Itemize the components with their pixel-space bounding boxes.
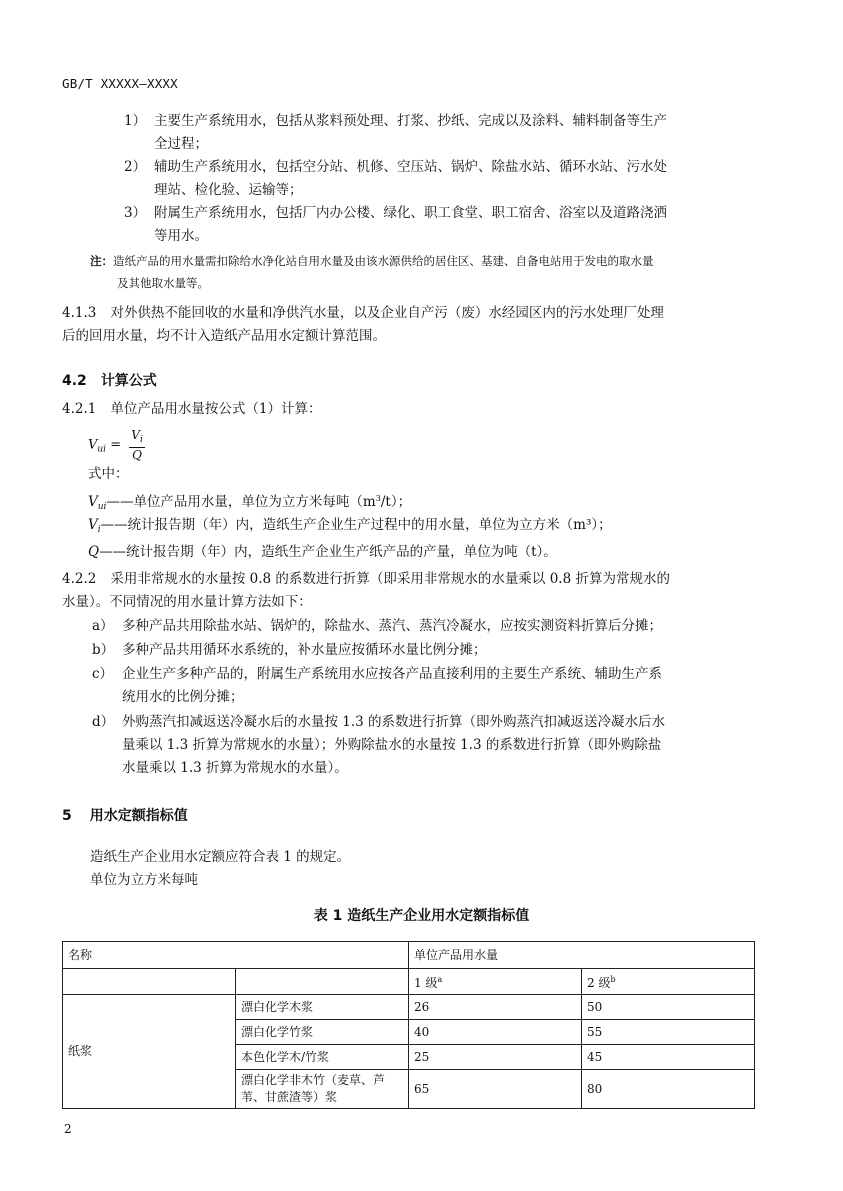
water-quota-table <box>62 941 755 1109</box>
note-label: 注： <box>90 254 113 268</box>
formula-fraction: $\frac{V_i}{Q}$ <box>131 428 143 462</box>
list-item: d） 外购蒸汽扣减返送冷凝水后的水量按 1.3 的系数进行折算（即外购蒸汽扣减返送冷凝水后水 量乘以 1.3 折算为常规水的水量）；外购除盐水的水量按 1.3 的系数进行折算（即外购除盐 水量乘以 1.3 折算为常规水的水量）。 <box>92 714 666 776</box>
table-cell: 55 <box>582 1020 755 1045</box>
footnote-mark: a <box>437 975 443 984</box>
table-header-cell: 名称 <box>63 942 409 969</box>
list-item: a） 多种产品共用除盐水站、锅炉的，除盐水、蒸汽、蒸汽冷凝水，应按实测资料折算后分摊； <box>92 618 662 634</box>
list-item: c） 企业生产多种产品的，附属生产系统用水应按各产品直接利用的主要生产系统、辅助生产系 统用水的比例分摊； <box>92 666 662 705</box>
table-header-cell: 1 级$^a$ <box>409 969 582 995</box>
table-cell: 25 <box>409 1045 582 1070</box>
table-cell: 80 <box>582 1070 755 1109</box>
list-item: 2） 辅助生产系统用水，包括空分站、机修、空压站、锅炉、除盐水站、循环水站、污水处 理站、检化验、运输等； <box>124 159 667 198</box>
table-cell: 漂白化学木浆 <box>236 995 409 1020</box>
table-row <box>63 995 755 1020</box>
table-header-cell: 2 级$^b$ <box>582 969 755 995</box>
clause-4-2-1: 4.2.1 单位产品用水量按公式（1）计算： <box>62 401 322 417</box>
symbol-definition: Q——统计报告期（年）内，造纸生产企业生产纸产品的产量，单位为吨（t）。 <box>88 544 557 560</box>
table-cell: 26 <box>409 995 582 1020</box>
unit-note: 单位为立方米每吨 <box>90 872 198 888</box>
clause-4-2-2: 4.2.2 采用非常规水的水量按 0.8 的系数进行折算（即采用非常规水的水量乘以 0.8 折算为常规水的 <box>62 571 670 587</box>
table-caption: 表 1 造纸生产企业用水定额指标值 <box>313 908 530 924</box>
clause-4-2-2-continuation: 水量）。不同情况的用水量计算方法如下： <box>62 594 312 610</box>
clause-4-1-3-continuation: 后的回用水量，均不计入造纸产品用水定额计算范围。 <box>62 328 386 344</box>
table-category-cell: 纸浆 <box>63 995 236 1109</box>
table-cell: 本色化学木/竹浆 <box>236 1045 409 1070</box>
table-cell: 漂白化学竹浆 <box>236 1020 409 1045</box>
table-cell: 40 <box>409 1020 582 1045</box>
table-header-cell: 单位产品用水量 <box>409 942 755 969</box>
where-label: 式中： <box>88 466 129 482</box>
table-header-row <box>63 942 755 969</box>
footnote-mark: b <box>610 975 616 984</box>
section-heading-5: 5 用水定额指标值 <box>62 808 188 824</box>
clause-4-1-3: 4.1.3 对外供热不能回收的水量和净供汽水量，以及企业自产污（废）水经园区内的污水处理厂处理 <box>62 305 664 321</box>
table-cell <box>63 969 236 995</box>
table-cell: 50 <box>582 995 755 1020</box>
list-item: 1） 主要生产系统用水，包括从浆料预处理、打浆、抄纸、完成以及涂料、辅料制备等生产 全过程； <box>124 113 667 152</box>
note-continuation: 及其他取水量等。 <box>117 276 209 290</box>
list-item: b） 多种产品共用循环水系统的，补水量应按循环水量比例分摊； <box>92 642 487 658</box>
formula-1: $V_{ui}$ = $\frac{V_i}{Q}$ <box>88 428 143 462</box>
page-number: 2 <box>64 1122 72 1136</box>
symbol-definition: $V_i——$统计报告期（年）内，造纸生产企业生产过程中的用水量，单位为立方米（m³）； <box>88 517 612 535</box>
table-cell: 45 <box>582 1045 755 1070</box>
table-cell: 漂白化学非木竹（麦草、芦苇、甘蔗渣等）浆 <box>236 1070 409 1109</box>
symbol-definition: $V_{ui}——$单位产品用水量，单位为立方米每吨$(m^3/t)$； <box>88 494 412 512</box>
section-heading-4-2: 4.2 计算公式 <box>62 373 157 389</box>
paragraph: 造纸生产企业用水定额应符合表 1 的规定。 <box>90 849 351 865</box>
list-item: 3） 附属生产系统用水，包括厂内办公楼、绿化、职工食堂、职工宿舍、浴室以及道路浇洒 等用水。 <box>124 205 667 244</box>
table-cell <box>236 969 409 995</box>
table-header-row <box>63 969 755 995</box>
table-cell: 65 <box>409 1070 582 1109</box>
standard-code: GB/T XXXXX—XXXX <box>62 76 178 91</box>
note: 注：造纸产品的用水量需扣除给水净化站自用水量及由该水源供给的居住区、基建、自备电站用于发电的取水量 <box>90 254 654 268</box>
